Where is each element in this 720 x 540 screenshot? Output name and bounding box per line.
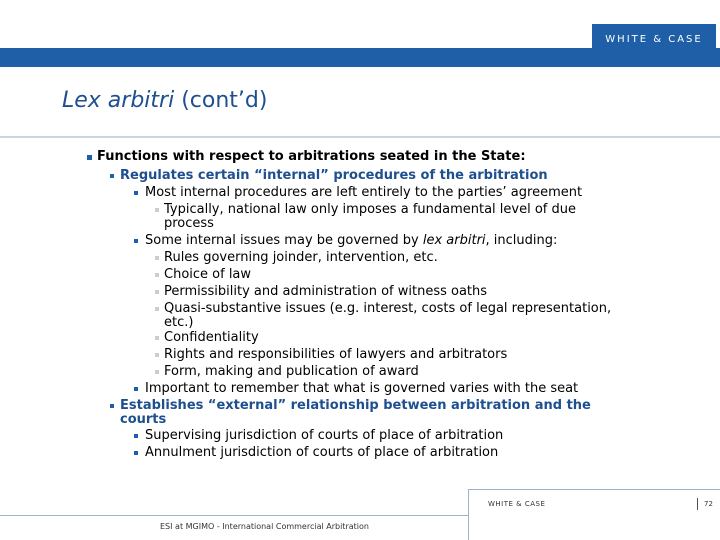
bullet-square-icon — [155, 336, 159, 340]
bullet-square-icon — [155, 290, 159, 294]
title-divider — [0, 136, 720, 138]
text-before: Some internal issues may be governed by — [145, 233, 423, 248]
bullet-line: Annulment jurisdiction of courts of place of arbitration — [145, 445, 499, 460]
bullet-line: Typically, national law only imposes a fundamental level of due — [164, 202, 576, 217]
bullet-line: Supervising jurisdiction of courts of place of arbitration — [145, 428, 504, 443]
text-after: , including: — [485, 233, 558, 248]
bullet-square-icon — [155, 273, 159, 277]
slide-title-italic: Lex arbitri — [62, 88, 175, 113]
bullet-line: Quasi-substantive issues (e.g. interest, costs of legal representation, — [164, 301, 612, 316]
page-separator — [697, 498, 698, 510]
bullet-line-continuation: courts — [120, 412, 167, 427]
footer-divider — [468, 489, 720, 490]
footer-course-text: ESI at MGIMO - International Commercial Arbitration — [160, 522, 369, 531]
bullet-square-icon — [134, 387, 138, 391]
bullet-square-icon — [110, 174, 114, 178]
bullet-line: Rights and responsibilities of lawyers and arbitrators — [164, 347, 508, 362]
bullet-square-icon — [134, 451, 138, 455]
bullet-line-continuation: etc.) — [164, 315, 194, 330]
bullet-line: Form, making and publication of award — [164, 364, 419, 379]
bullet-line: Most internal procedures are left entirely to the parties’ agreement — [145, 185, 583, 200]
bullet-square-icon — [155, 208, 159, 212]
bullet-line: Permissibility and administration of witness oaths — [164, 284, 488, 299]
bullet-line: Confidentiality — [164, 330, 259, 345]
bullet-line-continuation: process — [164, 216, 214, 231]
bullet-square-icon — [134, 434, 138, 438]
bullet-square-icon — [155, 370, 159, 374]
bullet-square-icon — [155, 256, 159, 260]
bullet-line: Regulates certain “internal” procedures of the arbitration — [120, 168, 548, 183]
slide-title — [62, 88, 267, 113]
text-italic: lex arbitri — [422, 233, 486, 248]
bullet-square-icon — [87, 155, 92, 160]
bullet-line: Rules governing joinder, intervention, etc. — [164, 250, 438, 265]
footer-brand: WHITE & CASE — [488, 500, 546, 508]
footer-divider — [468, 489, 469, 515]
bullet-line: Choice of law — [164, 267, 252, 282]
bullet-square-icon — [155, 353, 159, 357]
bullet-square-icon — [155, 307, 159, 311]
slide-title-rest: (cont’d) — [174, 88, 268, 113]
bullet-line — [145, 232, 557, 249]
white-case-logo: WHITE & CASE — [592, 24, 716, 55]
bullet-square-icon — [110, 404, 114, 408]
bullet-square-icon — [134, 239, 138, 243]
bullet-line: Establishes “external” relationship between arbitration and the — [120, 398, 591, 413]
bullet-line: Important to remember that what is governed varies with the seat — [145, 381, 579, 396]
bullet-square-icon — [134, 191, 138, 195]
page-number: 72 — [704, 500, 713, 508]
bullet-line: Functions with respect to arbitrations seated in the State: — [97, 149, 526, 164]
